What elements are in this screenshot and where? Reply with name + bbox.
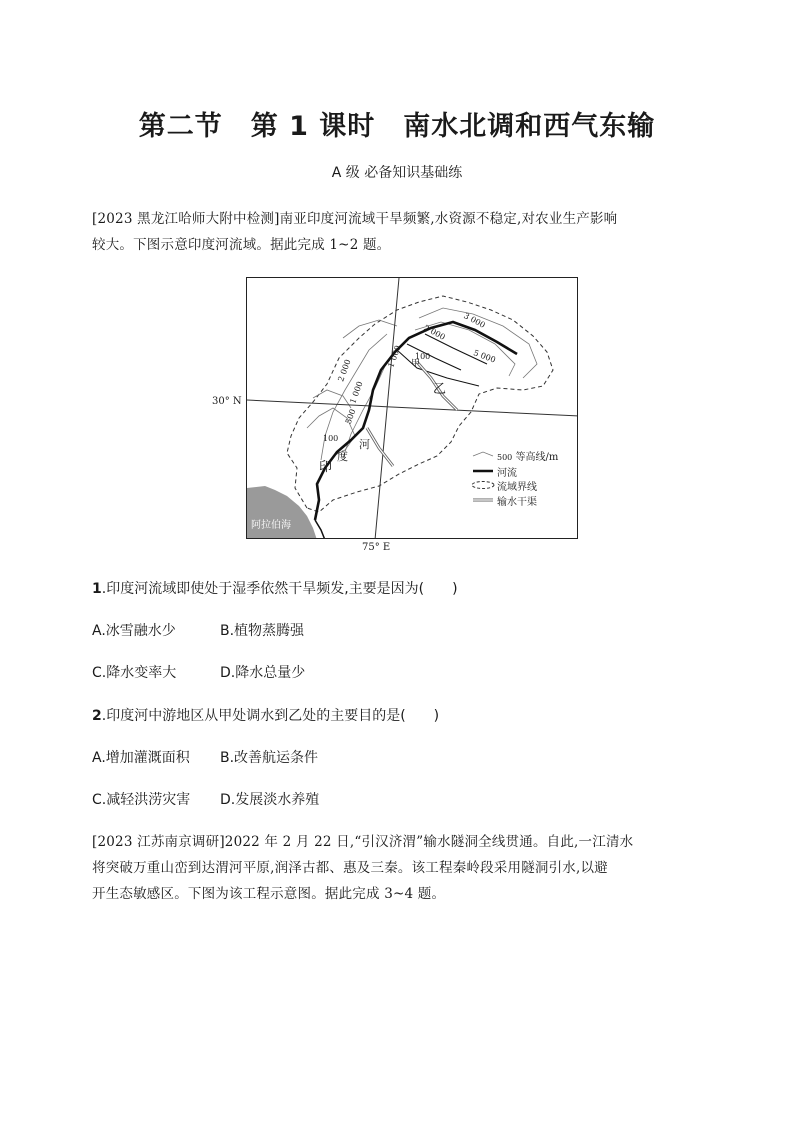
intro-line: [2023 黑龙江哈师大附中检测]南亚印度河流域干旱频繁,水资源不稳定,对农业生产影响 [92,211,618,227]
latitude-label: 30° N [212,396,242,407]
option-c[interactable]: C.减轻洪涝灾害 [92,792,191,808]
option-d[interactable]: D.发展淡水养殖 [220,792,320,808]
latitude-30n [247,400,578,416]
legend-contour-symbol [473,452,493,456]
indus-basin-map [246,277,578,539]
intro-paragraph-2 [92,829,712,907]
contour-label: 500 [343,407,358,426]
contour-label: 2 000 [336,358,353,383]
legend-boundary-label: 流域界线 [497,482,537,493]
option-b[interactable]: B.改善航运条件 [220,750,319,766]
option-d[interactable]: D.降水总量少 [220,665,306,681]
yi-label: 乙 [433,382,447,397]
contour-label: 1 000 [348,380,365,405]
question-1 [92,578,458,598]
river-label: 印 [319,460,333,475]
contour-label: 3 000 [462,311,487,330]
contour-label: 100 [323,434,339,443]
contour-label: 2 000 [422,323,447,342]
question-1-options-row-2 [92,662,305,682]
option-a[interactable]: A.增加灌溉面积 [92,750,190,766]
contour-line [313,390,351,408]
question-stem: .印度河中游地区从甲处调水到乙处的主要目的是( ) [101,708,440,724]
river-label: 河 [359,438,370,451]
sea-area [247,486,317,539]
contour-label: 5 000 [472,348,497,365]
page-title: 第二节 第 1 课时 南水北调和西气东输 [138,111,656,142]
legend-boundary-symbol [472,482,494,489]
level-heading: A 级 必备知识基础练 [331,165,463,181]
intro-paragraph-1 [92,206,712,258]
option-b[interactable]: B.植物蒸腾强 [220,623,305,639]
option-c[interactable]: C.降水变率大 [92,665,177,681]
question-number: 1 [92,581,102,597]
question-2-options-row-1 [92,747,318,767]
intro-line: [2023 江苏南京调研]2022 年 2 月 22 日,“引汉济渭”输水隧洞全线贯通。自此,一江清水 [92,834,634,850]
intro-line: 开生态敏感区。下图为该工程示意图。据此完成 3~4 题。 [92,886,446,902]
sea-label: 阿拉伯海 [251,520,291,531]
question-2 [92,705,439,725]
intro-line: 较大。下图示意印度河流域。据此完成 1~2 题。 [92,237,391,253]
legend-canal-label: 输水干渠 [497,497,537,508]
jia-label: 甲 [411,359,421,369]
legend-contour-label: 500 等高线/m [497,452,559,463]
longitude-75e [375,278,399,539]
intro-line: 将突破万重山峦到达渭河平原,润泽古都、惠及三秦。该工程秦岭段采用隧洞引水,以避 [92,860,608,876]
longitude-label: 75° E [362,542,391,553]
contour-label: 100 [415,352,431,361]
river-label: 度 [337,450,348,463]
map-legend [472,452,494,500]
question-1-options-row-1 [92,620,304,640]
legend-river-label: 河流 [497,468,517,479]
option-a[interactable]: A.冰雪融水少 [92,623,176,639]
question-stem: .印度河流域即使处于湿季依然干旱频发,主要是因为( ) [101,581,458,597]
question-number: 2 [92,708,102,724]
question-2-options-row-2 [92,789,319,809]
contour-label: 1 000 [386,344,403,369]
river-mouth [315,520,325,539]
